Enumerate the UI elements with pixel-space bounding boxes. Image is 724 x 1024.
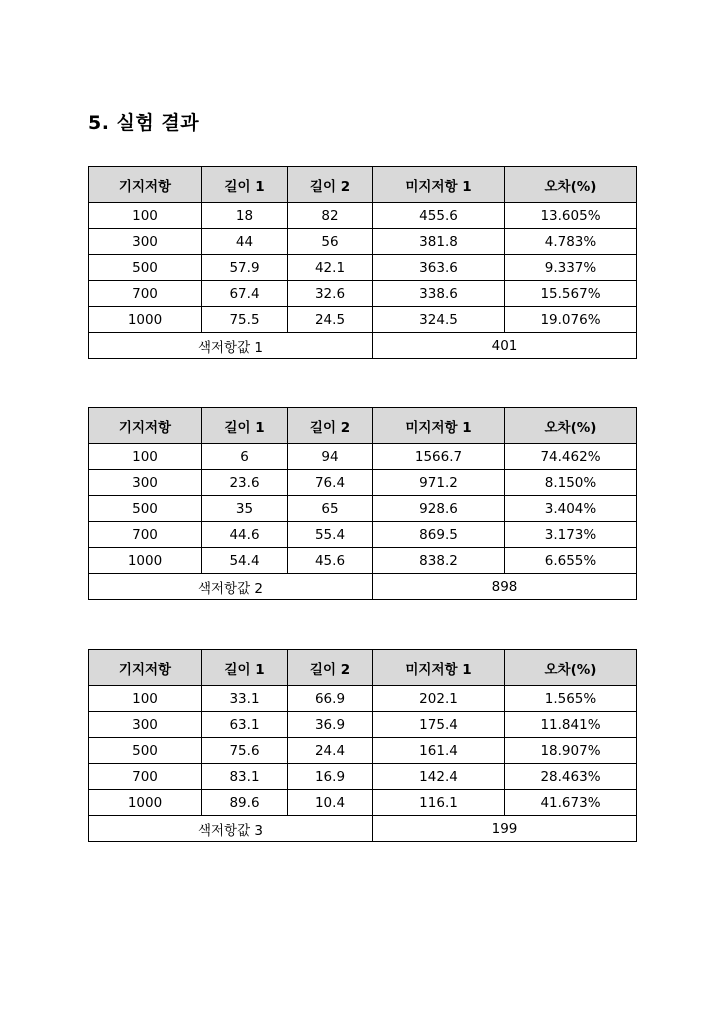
header-row — [89, 167, 637, 203]
table-cell: 202.1 — [373, 686, 505, 712]
footer-value: 199 — [373, 816, 637, 842]
table-cell: 1566.7 — [373, 444, 505, 470]
table-cell: 56 — [288, 229, 373, 255]
table-cell: 100 — [89, 203, 202, 229]
table-cell: 338.6 — [373, 281, 505, 307]
table-cell: 6.655% — [505, 548, 637, 574]
header-cell: 기지저항 — [89, 167, 202, 203]
header-cell: 오차(%) — [505, 167, 637, 203]
table-cell: 89.6 — [202, 790, 288, 816]
footer-value: 898 — [373, 574, 637, 600]
header-cell: 미지저항 1 — [373, 408, 505, 444]
table-cell: 19.076% — [505, 307, 637, 333]
table-cell: 33.1 — [202, 686, 288, 712]
table-cell: 700 — [89, 764, 202, 790]
table-cell: 75.5 — [202, 307, 288, 333]
table-cell: 300 — [89, 470, 202, 496]
footer-value: 401 — [373, 333, 637, 359]
table-cell: 41.673% — [505, 790, 637, 816]
header-cell: 길이 2 — [288, 650, 373, 686]
table-cell: 24.5 — [288, 307, 373, 333]
footer-label: 색저항값 2 — [89, 574, 373, 600]
table-cell: 18 — [202, 203, 288, 229]
table-cell: 869.5 — [373, 522, 505, 548]
table-cell: 116.1 — [373, 790, 505, 816]
table-row — [89, 229, 637, 255]
table-cell: 35 — [202, 496, 288, 522]
table-cell: 65 — [288, 496, 373, 522]
table-cell: 175.4 — [373, 712, 505, 738]
table-cell: 4.783% — [505, 229, 637, 255]
table-cell: 28.463% — [505, 764, 637, 790]
result-table-3 — [88, 649, 637, 842]
table-row — [89, 444, 637, 470]
table-cell: 1000 — [89, 307, 202, 333]
table-cell: 44 — [202, 229, 288, 255]
table-row — [89, 686, 637, 712]
table-cell: 455.6 — [373, 203, 505, 229]
table-cell: 10.4 — [288, 790, 373, 816]
table-row — [89, 255, 637, 281]
header-cell: 길이 1 — [202, 167, 288, 203]
table-row — [89, 764, 637, 790]
table-cell: 15.567% — [505, 281, 637, 307]
table-cell: 67.4 — [202, 281, 288, 307]
footer-row — [89, 816, 637, 842]
table-row — [89, 712, 637, 738]
table-cell: 94 — [288, 444, 373, 470]
table-row — [89, 790, 637, 816]
table-cell: 3.404% — [505, 496, 637, 522]
table-row — [89, 738, 637, 764]
table-cell: 75.6 — [202, 738, 288, 764]
footer-row — [89, 333, 637, 359]
table-cell: 1000 — [89, 548, 202, 574]
table-cell: 1000 — [89, 790, 202, 816]
table-cell: 363.6 — [373, 255, 505, 281]
header-cell: 미지저항 1 — [373, 167, 505, 203]
table-row — [89, 203, 637, 229]
table-cell: 324.5 — [373, 307, 505, 333]
table-cell: 24.4 — [288, 738, 373, 764]
table-cell: 44.6 — [202, 522, 288, 548]
table-cell: 63.1 — [202, 712, 288, 738]
header-cell: 오차(%) — [505, 408, 637, 444]
header-cell: 길이 1 — [202, 650, 288, 686]
footer-label: 색저항값 1 — [89, 333, 373, 359]
header-row — [89, 408, 637, 444]
header-cell: 오차(%) — [505, 650, 637, 686]
table-cell: 54.4 — [202, 548, 288, 574]
table-cell: 161.4 — [373, 738, 505, 764]
table-cell: 32.6 — [288, 281, 373, 307]
table-cell: 66.9 — [288, 686, 373, 712]
table-cell: 9.337% — [505, 255, 637, 281]
table-cell: 3.173% — [505, 522, 637, 548]
table-row — [89, 496, 637, 522]
table-cell: 971.2 — [373, 470, 505, 496]
table-cell: 76.4 — [288, 470, 373, 496]
table-cell: 36.9 — [288, 712, 373, 738]
table-cell: 500 — [89, 738, 202, 764]
table-cell: 500 — [89, 496, 202, 522]
table-row — [89, 522, 637, 548]
table-cell: 100 — [89, 686, 202, 712]
table-row — [89, 281, 637, 307]
table-cell: 300 — [89, 712, 202, 738]
table-cell: 82 — [288, 203, 373, 229]
result-table-1 — [88, 166, 637, 359]
table-cell: 142.4 — [373, 764, 505, 790]
table-cell: 100 — [89, 444, 202, 470]
header-cell: 기지저항 — [89, 408, 202, 444]
table-cell: 23.6 — [202, 470, 288, 496]
header-cell: 기지저항 — [89, 650, 202, 686]
table-row — [89, 307, 637, 333]
table-cell: 300 — [89, 229, 202, 255]
table-cell: 928.6 — [373, 496, 505, 522]
table-cell: 500 — [89, 255, 202, 281]
table-cell: 16.9 — [288, 764, 373, 790]
table-cell: 381.8 — [373, 229, 505, 255]
table-cell: 1.565% — [505, 686, 637, 712]
table-cell: 83.1 — [202, 764, 288, 790]
result-table-2 — [88, 407, 637, 600]
table-cell: 6 — [202, 444, 288, 470]
table-cell: 57.9 — [202, 255, 288, 281]
table-cell: 55.4 — [288, 522, 373, 548]
table-cell: 74.462% — [505, 444, 637, 470]
header-cell: 길이 2 — [288, 167, 373, 203]
table-cell: 45.6 — [288, 548, 373, 574]
section-title: 5. 실험 결과 — [88, 112, 200, 134]
table-cell: 838.2 — [373, 548, 505, 574]
header-cell: 미지저항 1 — [373, 650, 505, 686]
table-row — [89, 470, 637, 496]
header-cell: 길이 1 — [202, 408, 288, 444]
table-cell: 11.841% — [505, 712, 637, 738]
table-cell: 42.1 — [288, 255, 373, 281]
table-cell: 700 — [89, 522, 202, 548]
footer-label: 색저항값 3 — [89, 816, 373, 842]
table-cell: 8.150% — [505, 470, 637, 496]
table-cell: 13.605% — [505, 203, 637, 229]
footer-row — [89, 574, 637, 600]
table-row — [89, 548, 637, 574]
header-row — [89, 650, 637, 686]
header-cell: 길이 2 — [288, 408, 373, 444]
table-cell: 700 — [89, 281, 202, 307]
table-cell: 18.907% — [505, 738, 637, 764]
